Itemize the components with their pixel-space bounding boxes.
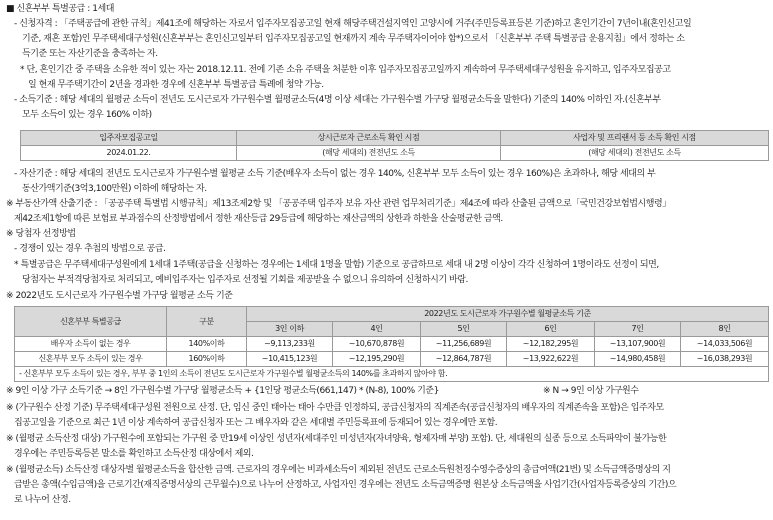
income-cell: ~13,107,900원 [595,337,681,352]
nine-plus-household-rule: ※ 9인 이상 가구 소득기준 → 8인 가구원수별 가구당 월평균소득 + {1인당 평균소득(661,147) * (N-8), 100% 기준} [6,386,439,396]
income-cell: ~10,415,123원 [247,352,333,367]
eligibility-line-2: 기준, 재혼 포함)인 무주택세대구성원(신혼부부는 혼인신고일부터 입주자모집공고일 현재까지 계속 무주택자이어야 함*)으로서 「신혼부부 주택 특별공급 운용지침」에서 정하는 소 [22,34,685,44]
income-cell: ~16,038,293원 [681,352,769,367]
table-footnote: - 신혼부부 모두 소득이 있는 경우, 부부 중 1인의 소득이 전년도 도시근로자 가구원수별 월평균소득의 140%를 초과하지 않아야 함. [15,367,769,382]
header-announcement-date: 입주자모집공고일 [21,131,237,146]
income-cell: ~12,195,290원 [333,352,421,367]
selection-method-line: - 경쟁이 있는 경우 추첨의 방법으로 공급. [14,244,166,254]
exception-note-2: 일 현재 무주택기간이 2년을 경과한 경우에 신혼부부 특별공급 특례에 청약 가능. [28,80,324,90]
row-label: 배우자 소득이 없는 경우 [15,337,167,352]
income-table-title: ※ 2022년도 도시근로자 가구원수별 가구당 월평균 소득 기준 [6,291,233,301]
header-8-persons: 8인 [681,322,769,337]
monthly-income-note-1: ※ (월평균소득) 소득산정 대상자별 월평균소득을 합산한 금액. 근로자의 경우에는 비과세소득이 제외된 전년도 근로소득원천징수영수증상의 총급여액(21번) 및 소득금액증명상의 지 [6,465,671,475]
nine-plus-household-n: ※ N → 9인 이상 가구원수 [543,386,639,396]
employee-income-basis: (해당 세대의) 전전년도 소득 [237,146,501,161]
income-criteria-2: 모두 소득이 있는 경우 160% 이하) [22,110,152,120]
income-check-table [20,130,769,161]
header-5-persons: 5인 [421,322,507,337]
household-count-note-1: ※ (가구원수 산정 기준) 무주택세대구성원 전원으로 산정. 단, 임신 중인 태아는 태아 수만큼 인정하되, 공급신청자의 직계존속(공급신청자의 배우자의 직계존속을 포함)은 입주자모 [6,403,664,413]
monthly-income-note-2: 급받은 총액(수입금액)을 근로기간(재직증명서상의 근무월수)으로 나누어 산정하고, 사업자인 경우에는 전년도 소득금액증명 원본상 소득금액을 사업기간(사업자등록증상의 기간)으 [14,480,677,490]
special-supply-note-1: * 특별공급은 무주택세대구성원에게 1세대 1주택(공급을 신청하는 경우에는 1세대 1명을 말함) 기준으로 공급하므로 세대 내 2명 이상이 각각 신청하여 1명이라도 선정이 되면, [14,260,659,270]
business-income-basis: (해당 세대의) 전전년도 소득 [501,146,769,161]
header-3-persons: 3인 이하 [247,322,333,337]
header-employee-income: 상시근로자 근로소득 확인 시점 [237,131,501,146]
income-cell: ~13,922,622원 [507,352,595,367]
table-row [15,352,769,367]
income-cell: ~11,256,689원 [421,337,507,352]
income-cell: ~14,980,458원 [595,352,681,367]
table-row [15,337,769,352]
asset-criteria-2: 동산가액기준(3억3,100만원) 이하에 해당하는 자. [22,184,207,194]
eligibility-line-3: 득기준 또는 자산기준을 충족하는 자. [22,49,158,59]
income-cell: ~10,670,878원 [333,337,421,352]
header-special-supply: 신혼부부 특별공급 [15,307,167,337]
selection-method-title: ※ 당첨자 선정방법 [6,229,76,239]
property-value-note-1: ※ 부동산가액 산출기준 : 「공공주택 특별법 시행규칙」제13조제2항 및 「공공주택 입주자 보유 자산 관련 업무처리기준」제4조에 따라 산출된 금액으로「국민건강보험법시행령」 [6,199,671,209]
income-cell: ~14,033,506원 [681,337,769,352]
income-cell: ~12,864,787원 [421,352,507,367]
header-7-persons: 7인 [595,322,681,337]
row-label: 신혼부부 모두 소득이 있는 경우 [15,352,167,367]
row-percent: 140%이하 [167,337,247,352]
header-category: 구분 [167,307,247,337]
property-value-note-2: 제42조제1항에 따른 보험료 부과점수의 산정방법에서 정한 재산등급 29등급에 해당하는 재산금액의 상한과 하한을 산술평균한 금액. [14,214,503,224]
eligibility-line-1: - 신청자격 : 「주택공급에 관한 규칙」제41조에 해당하는 자로서 입주자모집공고일 현재 해당주택건설지역인 고양시에 거주(주민등록표등본 기준)하고 혼인기간이 7년이내(혼인신고일 [14,19,692,29]
special-supply-note-2: 당첨자는 부적격당첨자로 처리되고, 예비입주자는 입주자로 선정될 기회를 제공받을 수 없으니 유의하여 신청하시기 바람. [22,275,468,285]
header-4-persons: 4인 [333,322,421,337]
asset-criteria-1: - 자산기준 : 해당 세대의 전년도 도시근로자 가구원수별 월평균 소득 기준(배우자 소득이 없는 경우 140%, 신혼부부 모두 소득이 있는 경우 160%)은 초과하나, 해당 세대의 부 [14,169,656,179]
section-title: ■ 신혼부부 특별공급 : 1세대 [6,4,114,14]
header-business-income: 사업자 및 프리랜서 등 소득 확인 시점 [501,131,769,146]
header-income-group: 2022년도 도시근로자 가구원수별 월평균소득 기준 [247,307,769,322]
announcement-date: 2024.01.22. [21,146,237,161]
income-cell: ~9,113,233원 [247,337,333,352]
exception-note-1: * 단, 혼인기간 중 주택을 소유한 적이 있는 자는 2018.12.11. 전에 기존 소유 주택을 처분한 이후 입주자모집공고일까지 계속하여 무주택세대구성원을 유지하고, 입주자모집공고 [20,65,671,75]
header-6-persons: 6인 [507,322,595,337]
monthly-income-note-3: 로 나누어 산정. [14,495,71,505]
income-standard-table [14,306,769,382]
income-cell: ~12,182,295원 [507,337,595,352]
income-target-note-2: 경우에는 주민등록등본 말소를 확인하고 소득산정 대상에서 제외. [14,449,254,459]
row-percent: 160%이하 [167,352,247,367]
income-criteria-1: - 소득기준 : 해당 세대의 월평균 소득이 전년도 도시근로자 가구원수별 월평균소득(4명 이상 세대는 가구원수별 가구당 월평균소득을 말한다) 기준의 140% 이하인 자.(신혼부부 [14,95,661,105]
household-count-note-2: 집공고일을 기준으로 최근 1년 이상 계속하여 공급신청자 또는 그 배우자와 같은 세대별 주민등록표에 등재되어 있는 경우에만 포함. [14,418,498,428]
income-target-note-1: ※ (월평균 소득산정 대상) 가구원수에 포함되는 가구원 중 만19세 이상인 성년자(세대주인 미성년자(자녀양육, 형제자매 부양) 포함). 단, 세대원의 실종 등으로 소득파악이 불가능한 [6,434,667,444]
